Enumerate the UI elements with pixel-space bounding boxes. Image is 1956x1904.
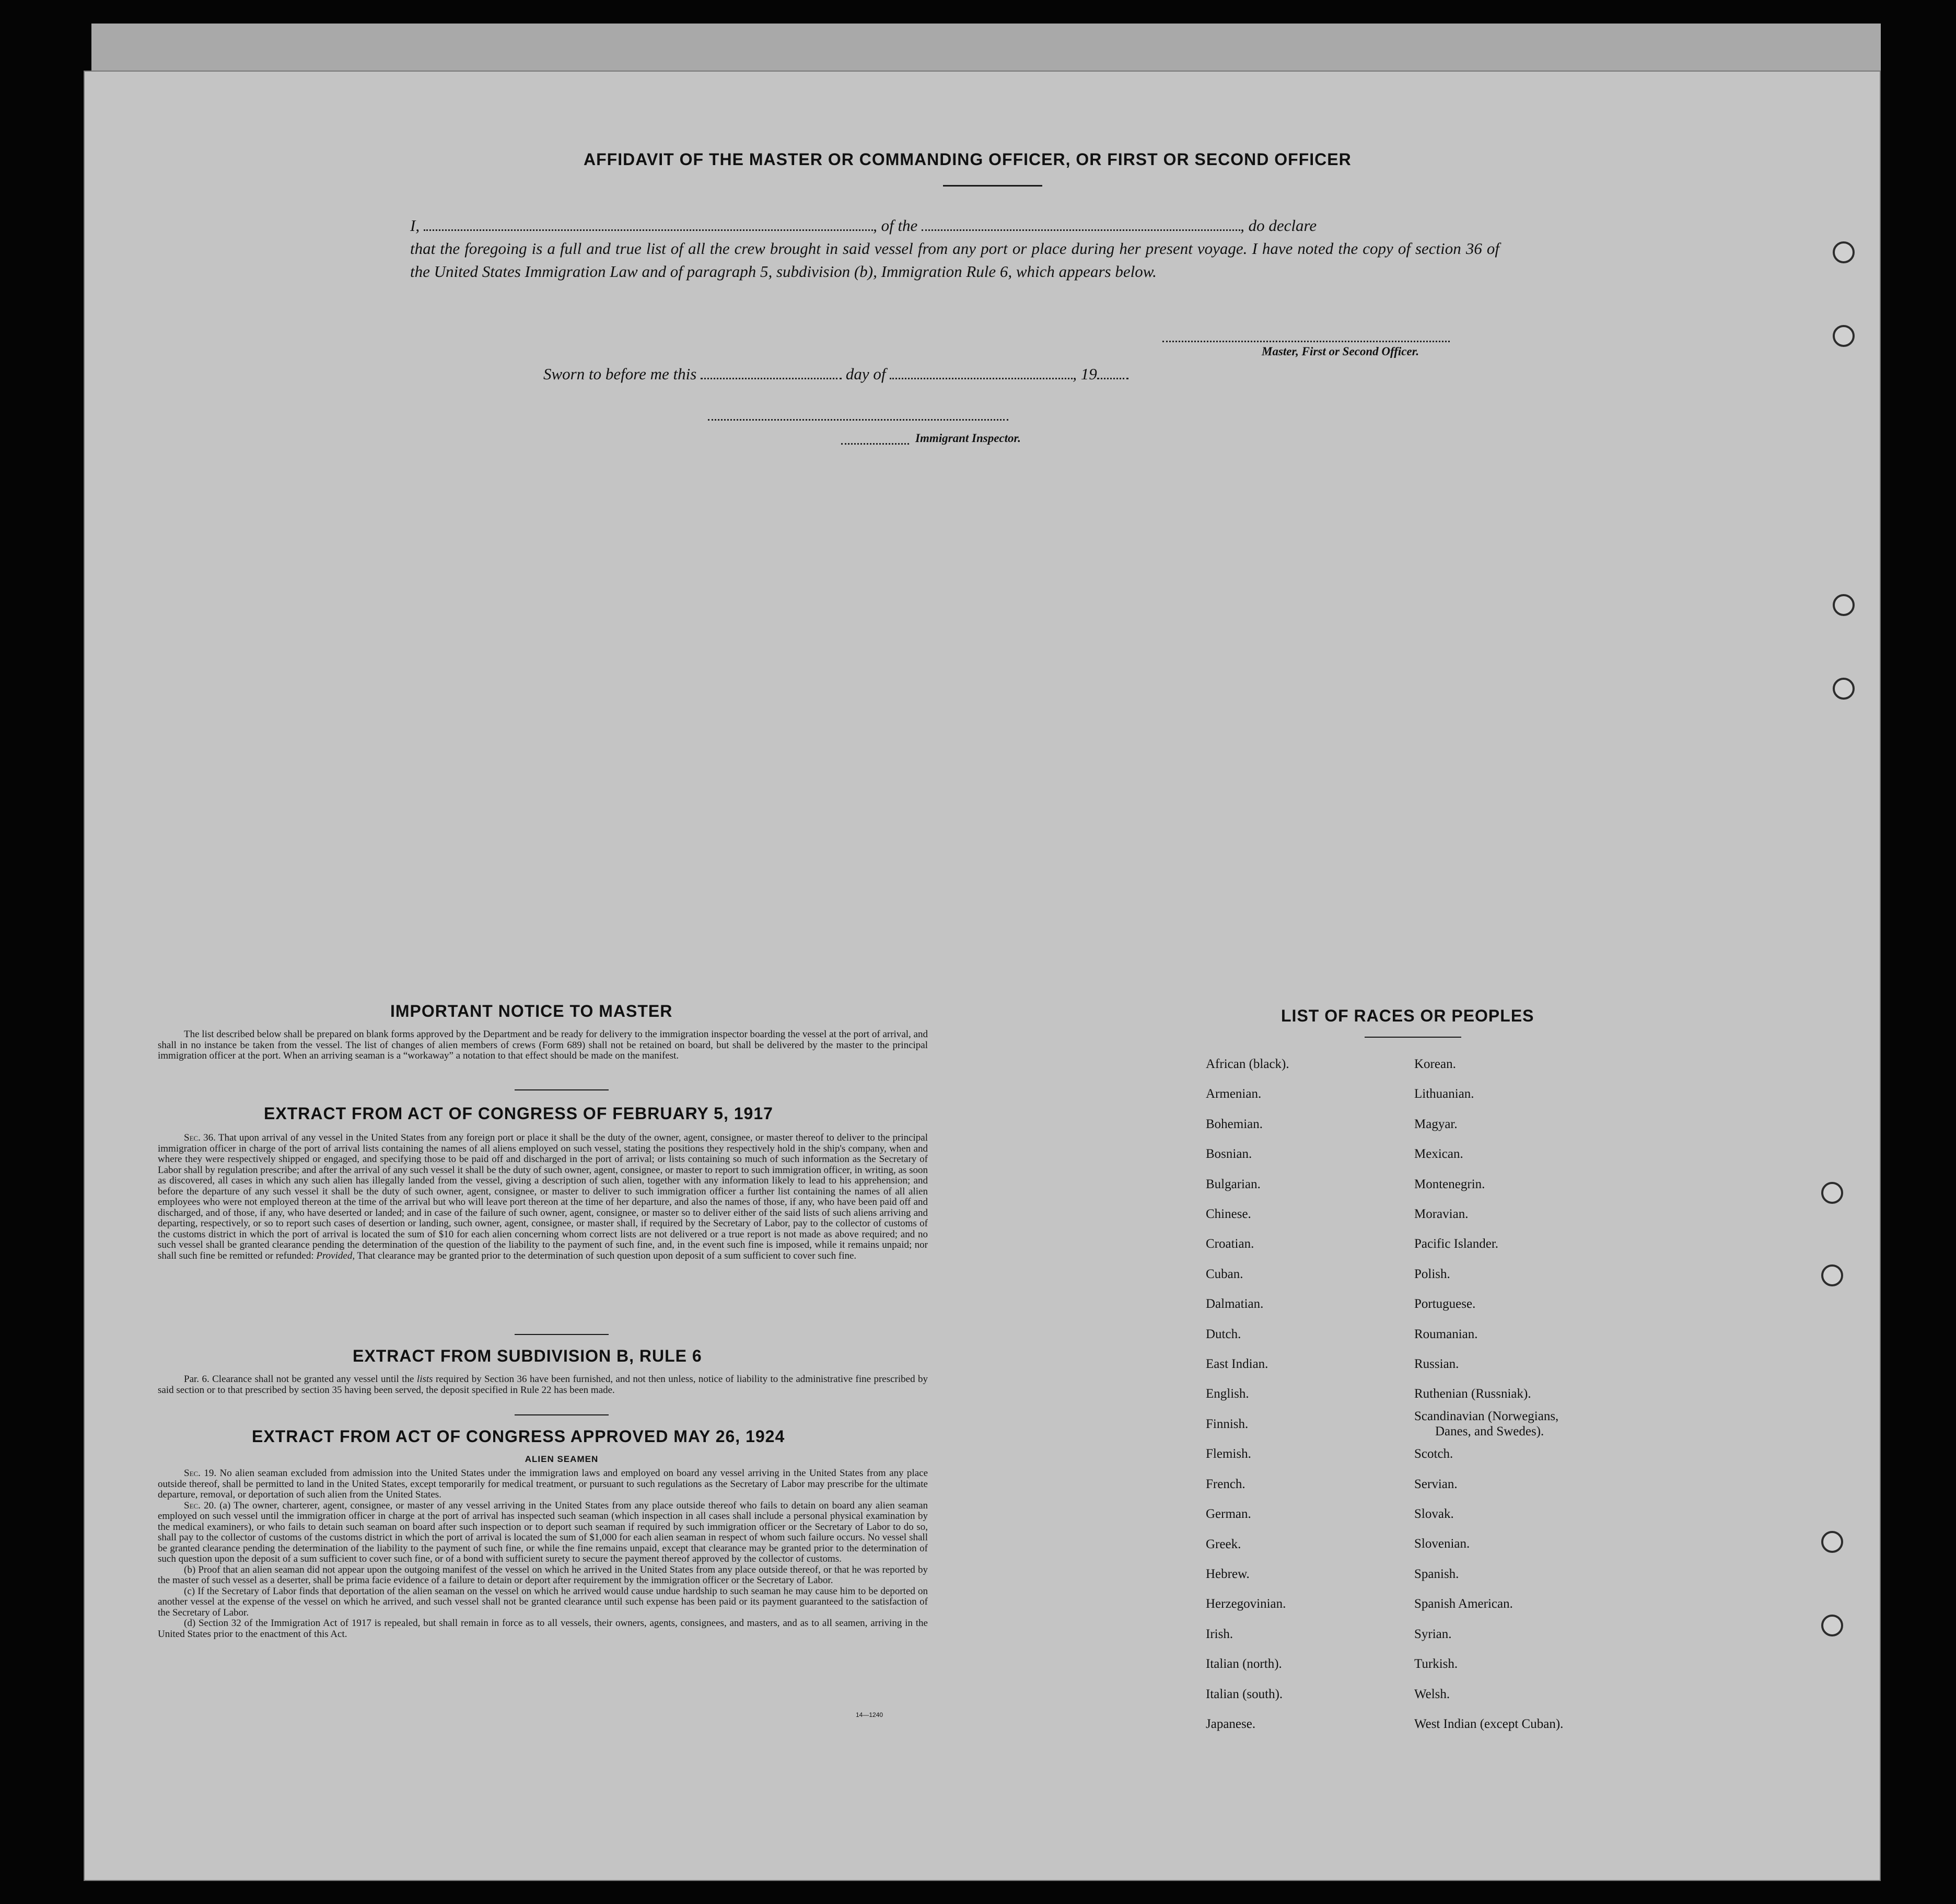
race-item: Lithuanian. [1414, 1087, 1474, 1101]
rule6-a: Par. 6. Clearance shall not be granted any vessel until the [184, 1374, 414, 1385]
race-item: Spanish. [1414, 1566, 1459, 1581]
race-item: Magyar. [1414, 1117, 1458, 1131]
affidavit-of-the: , of the [873, 216, 918, 235]
races-right-column [1414, 1049, 1563, 1739]
sworn-day: day of [845, 365, 886, 383]
race-item: Korean. [1414, 1057, 1456, 1071]
race-item: Croatian. [1206, 1237, 1254, 1251]
sec19-text: No alien seaman excluded from admission into the United States under the immigration laws and employed on board any vessel arriving in the United States from any place outside thereof, shall be permitted to land in the United States, except temporarily for medical treatment, or pursuant to such regulations as the Secretary of Labor may prescribe for the ultimate departure, removal, or deportation of such alien from the United States. [158, 1468, 928, 1500]
master-signature-line[interactable] [1162, 341, 1450, 342]
affidavit-declare: , do declare [1240, 216, 1317, 235]
sworn-year: , 19 [1073, 365, 1097, 383]
race-item: Welsh. [1414, 1687, 1450, 1701]
races-title: LIST OF RACES OR PEOPLES [1281, 1006, 1534, 1025]
race-item: Dutch. [1206, 1327, 1241, 1341]
race-item: East Indian. [1206, 1357, 1268, 1372]
binder-hole-icon [1821, 1531, 1843, 1553]
sec20c-text: (c) If the Secretary of Labor finds that deportation of the alien seaman on the vessel on which he arrived would cause undue hardship to such seaman he may cause him to be deported on another vessel at the expense of the vessel on which he arrived, and such vessel shall not be granted clearance until such expense has been paid or its payment guaranteed to the satisfaction of the Secretary of Labor. [158, 1585, 928, 1618]
notice-title: IMPORTANT NOTICE TO MASTER [390, 1002, 673, 1020]
race-item: Turkish. [1414, 1657, 1458, 1671]
rule6-b: required by Section 36 have been furnished, and not then unless, notice of liability to the administrative fine prescribed by said section or to that prescribed by section 35 having been served, the deposit specified in Rule 22 has been made. [158, 1374, 928, 1396]
race-item: German. [1206, 1507, 1251, 1522]
binder-hole-icon [1821, 1264, 1843, 1286]
act1924-text [158, 1468, 928, 1640]
affidavit-body [410, 214, 1499, 283]
race-item: Chinese. [1206, 1207, 1251, 1222]
race-item: Greek. [1206, 1537, 1241, 1551]
binder-hole-icon [1833, 325, 1855, 347]
race-item: Scotch. [1414, 1447, 1453, 1461]
affidavit-statement: that the foregoing is a full and true list of all the crew brought in said vessel from any port or place during her present voyage. I have noted the copy of section 36 of the United States Immigration Law and of paragraph 5, subdivision (b), Immigration Rule 6, which appears below. [410, 239, 1499, 281]
act1924-title: EXTRACT FROM ACT OF CONGRESS APPROVED MAY 26, 1924 [252, 1427, 785, 1446]
race-item: Spanish American. [1414, 1597, 1513, 1611]
binder-hole-icon [1833, 678, 1855, 700]
races-underline [1365, 1037, 1461, 1038]
race-item: Roumanian. [1414, 1327, 1478, 1341]
sec20-label: Sec. 20. [184, 1500, 216, 1511]
race-item: Italian (north). [1206, 1657, 1282, 1671]
race-item: Scandinavian (Norwegians, [1414, 1409, 1559, 1423]
name-blank[interactable] [424, 229, 873, 231]
binder-hole-icon [1833, 594, 1855, 616]
divider [515, 1334, 609, 1335]
race-item: Syrian. [1414, 1627, 1452, 1641]
race-item: Bulgarian. [1206, 1177, 1261, 1191]
affidavit-i: I, [410, 216, 420, 235]
sec36-label: Sec. 36. [184, 1132, 216, 1143]
inspector-caption-dots [841, 443, 909, 445]
master-signature-caption: Master, First or Second Officer. [1262, 345, 1419, 358]
sworn-prefix: Sworn to before me this [543, 365, 697, 383]
rule6-text [158, 1374, 928, 1396]
race-item: Ruthenian (Russniak). [1414, 1387, 1531, 1401]
race-item: Bohemian. [1206, 1117, 1263, 1131]
sworn-line [543, 365, 1128, 384]
binder-hole-icon [1821, 1182, 1843, 1204]
race-item: English. [1206, 1387, 1249, 1401]
race-item: Cuban. [1206, 1267, 1243, 1281]
notice-text [158, 1029, 928, 1062]
race-item: Italian (south). [1206, 1687, 1283, 1701]
race-item: Dalmatian. [1206, 1297, 1264, 1311]
affidavit-title: AFFIDAVIT OF THE MASTER OR COMMANDING OFFICER, OR FIRST OR SECOND OFFICER [584, 150, 1352, 169]
act1917-title: EXTRACT FROM ACT OF CONGRESS OF FEBRUARY 5, 1917 [264, 1104, 773, 1123]
sec19-label: Sec. 19. [184, 1468, 217, 1479]
race-item: Japanese. [1206, 1716, 1256, 1731]
sec36-tail: That clearance may be granted prior to the determination of such question upon deposit of a sum sufficient to cover such fine. [357, 1250, 857, 1261]
race-item: Bosnian. [1206, 1147, 1252, 1162]
race-item: Flemish. [1206, 1447, 1251, 1461]
race-item-scandinavian [1414, 1409, 1563, 1439]
race-item: Slovak. [1414, 1507, 1454, 1522]
race-item: Mexican. [1414, 1147, 1463, 1162]
race-item: Portuguese. [1414, 1297, 1476, 1311]
rule6-title: EXTRACT FROM SUBDIVISION B, RULE 6 [353, 1346, 702, 1365]
race-item: Montenegrin. [1414, 1177, 1485, 1191]
form-number: 14—1240 [856, 1711, 883, 1719]
notice-paragraph: The list described below shall be prepared on blank forms approved by the Department and be ready for delivery to the immigration inspector boarding the vessel at the port of arrival, and shall in no instance be taken from the vessel. The list of changes of alien members of crews (Form 689) shall not be retained on board, but shall be delivered by the master to the principal immigration officer at the port. When an arriving seaman is a “workaway” a notation to that effect should be made on the manifest. [158, 1029, 928, 1061]
sec36-text: That upon arrival of any vessel in the United States from any foreign port or place it shall be the duty of the owner, agent, consignee, or master thereof to deliver to the principal immigration officer in charge of the port of arrival lists containing the names of all aliens employed on such vessel, stating the positions they respectively hold in the ship's company, when and where they were respectively shipped or engaged, and specifying those to be paid off and discharged in the port of arrival; or lists containing so much of such information as the Secretary of Labor shall by regulation prescribe; and after the arrival of any such vessel it shall be the duty of such owner, agent, consignee, or master to report to such immigration officer, in writing, as soon as discovered, all cases in which any such alien has illegally landed from the vessel, giving a description of such alien, together with any information likely to lead to his apprehension; and before the departure of any such vessel it shall be the duty of such owner, agent, consignee, or master to deliver to such immigration officer a further list containing the names of all alien employees who were not employed thereon at the time of the arrival but who will leave port thereon at the time of her departure, and also the names of those, if any, who have been paid off and discharged, and of those, if any, who have deserted or landed; and in case of the failure of such owner, agent, consignee, or master so to deliver either of the said lists of such aliens arriving and departing, respectively, or so to report such cases of desertion or landing, such owner, agent, consignee, or master shall, if required by the Secretary of Labor, pay to the collector of customs of the customs district in which the port of arrival is located the sum of $10 for each alien concerning whom correct lists are not delivered or a true report is not made as above required; and no such vessel shall be granted clearance pending the determination of the question of the liability to the payment of such fine, and, in the event such fine is imposed, while it remains unpaid; nor shall such fine be remitted or refunded: [158, 1132, 928, 1261]
divider [515, 1089, 609, 1090]
sworn-year-blank[interactable] [1097, 378, 1128, 379]
provided-word: Provided, [316, 1250, 355, 1261]
race-item: Servian. [1414, 1477, 1458, 1491]
race-item: Danes, and Swedes). [1435, 1424, 1544, 1438]
sec20a-text: (a) The owner, charterer, agent, consignee, or master of any vessel arriving in the United States from any place outside thereof who fails to detain on board any alien seaman employed on such vessel until the immigration officer in charge at the port of arrival has inspected such seaman (which inspection in all cases shall include a personal physical examination by the medical examiners), or who fails to detain such seaman on board after such inspection or to deport such seaman if required by such immigration officer or the Secretary of Labor to do so, shall pay to the collector of customs of the customs district in which the port of arrival is located the sum of $1,000 for each alien seaman in respect of whom such failure occurs. No vessel shall be granted clearance pending the determination of the liability to the payment of such fine, or while the fine remains unpaid, except that clearance may be granted prior to the determination of such question upon the deposit of a sum sufficient to cover such fine, or of a bond with sufficient surety to secure the payment thereof approved by the collector of customs. [158, 1500, 928, 1564]
divider [515, 1414, 609, 1415]
race-item: West Indian (except Cuban). [1414, 1716, 1564, 1731]
race-item: Herzegovinian. [1206, 1597, 1286, 1611]
act1924-subtitle: ALIEN SEAMEN [525, 1454, 599, 1464]
race-item: Armenian. [1206, 1087, 1262, 1101]
title-underline [943, 185, 1042, 187]
inspector-caption: Immigrant Inspector. [915, 432, 1021, 445]
race-item: Slovenian. [1414, 1537, 1470, 1551]
race-item: African (black). [1206, 1057, 1289, 1071]
race-item: French. [1206, 1477, 1245, 1491]
sec20d-text: (d) Section 32 of the Immigration Act of 1917 is repealed, but shall remain in force as to all vessels, their owners, agents, consignees, and masters, and as to all seamen, arriving in the United States prior to the enactment of this Act. [158, 1618, 928, 1640]
act1917-text [158, 1133, 928, 1261]
sworn-month-blank[interactable] [890, 378, 1073, 379]
race-item: Hebrew. [1206, 1566, 1250, 1581]
vessel-blank[interactable] [922, 229, 1240, 231]
races-left-column [1206, 1049, 1289, 1739]
binder-hole-icon [1821, 1615, 1843, 1636]
inspector-signature-line[interactable] [708, 419, 1008, 421]
sworn-date-blank[interactable] [701, 378, 842, 379]
race-item: Irish. [1206, 1627, 1233, 1641]
race-item: Moravian. [1414, 1207, 1469, 1222]
binder-hole-icon [1833, 241, 1855, 263]
race-item: Finnish. [1206, 1417, 1249, 1431]
sec20b-text: (b) Proof that an alien seaman did not appear upon the outgoing manifest of the vessel on which he arrived in the United States from any place outside thereof, or that he was reported by the master of such vessel as a deserter, shall be prima facie evidence of a failure to detain or deport after requirement by the immigration officer or the Secretary of Labor. [158, 1564, 928, 1586]
rule6-lists: lists [416, 1374, 433, 1385]
race-item: Polish. [1414, 1267, 1450, 1281]
race-item: Pacific Islander. [1414, 1237, 1499, 1251]
race-item: Russian. [1414, 1357, 1459, 1372]
